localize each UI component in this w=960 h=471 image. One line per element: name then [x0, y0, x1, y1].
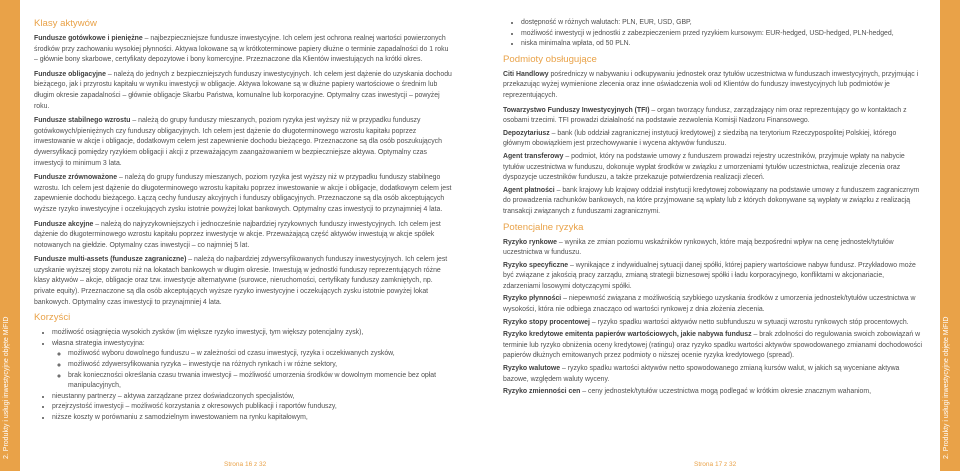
paragraph-credit-risk: Ryzyko kredytowe emitenta papierów wartościowych, jakie nabywa fundusz – brak zdolności do regulowania swoich zobowiązań w terminie lub ryzyko obniżenia oceny kredytowej (ratingu) oraz ryzyko spadku wartości aktywów spowodowanego zmianami dochodowości papierów dłużnych emitowanych przez podmioty o niższej ocenie ryzyka kredytowego (spread). [503, 331, 922, 360]
side-strip-right: 2. Produkty i usługi inwestycyjne objęte MiFID [940, 0, 960, 471]
paragraph-depositary: Depozytariusz – bank (lub oddział zagranicznej instytucji kredytowej) z siedzibą na terytorium Rzeczypospolitej Polskiej, którego głównym obowiązkiem jest przechowywanie i wycena aktywów funduszu. [503, 129, 897, 148]
list-item: • dostępność w różnych walutach: PLN, EUR, USD, GBP, [521, 18, 923, 29]
section-heading-asset-classes: Klasy aktywów [34, 18, 97, 29]
section-heading-risks: Potencjalne ryzyka [503, 221, 584, 233]
left-page-column [34, 18, 454, 424]
paragraph-balanced-funds: Fundusze zrównoważone – należą do grupy funduszy mieszanych, poziom ryzyka jest wyższy niż w przypadku funduszy stabilnego wzrostu. Ich celem jest dążenie do długoterminowego wzrostu kapitału poprzez inwestowanie w akcje i obligacje, dodatkowym celem jest zapewnienie dochodu bieżącego. Łączą cechy funduszy akcyjnych i funduszy obligacyjnych. Przeznaczone są dla osób akceptujących wyższe ryzyko inwestycyjne i oczekujących zysku istotnie powyżej lokat bankowych. Optymalny czas inwestycji to przynajmniej 4 lata. [34, 174, 452, 213]
page-number-left: Strona 16 z 32 [224, 461, 267, 468]
paragraph-liquidity-risk: Ryzyko płynności – niepewność związana z możliwością szybkiego uzyskania środków z umorzenia jednostek/tytułów uczestnictwa w wysokości, która nie odbiega znacząco od wartości rynkowej z dnia złożenia zlecenia. [503, 295, 916, 314]
paragraph-citi-handlowy: Citi Handlowy pośredniczy w nabywaniu i odkupywaniu jednostek oraz tytułów uczestnictwa w funduszach inwestycyjnych, przyjmując i przekazując wyżej wymienione zlecenia oraz inne oświadczenia woli od Klientów do funduszy inwestycyjnych lub podmiotów je reprezentujących. [503, 70, 919, 99]
benefits-list [34, 328, 454, 423]
list-item: ◦ możliwość wyboru dowolnego funduszu – w zależności od czasu inwestycji, ryzyka i oczekiwanych zysków, [68, 349, 454, 360]
side-strip-left: 2. Produkty i usługi inwestycyjne objęte MiFID [0, 0, 20, 471]
list-item: • niska minimalna wpłata, od 50 PLN. [521, 39, 923, 50]
page-number-right: Strona 17 z 32 [694, 461, 737, 468]
list-item: • własna strategia inwestycyjna: ◦ możliwość wyboru dowolnego funduszu – w zależności od czasu inwestycji, ryzyka i oczekiwanych zysków, ◦ możliwość zdywersyfikowania ryzyka – inwestycje na różnych rynkach i w różne sektory, ◦ brak konieczności określania czasu trwania inwestycji – możliwość umorzenia środków w dowolnym momencie bez opłat manipulacyjnych, [52, 339, 454, 392]
paragraph-payment-agent: Agent płatności – bank krajowy lub krajowy oddział instytucji kredytowej zobowiązany na podstawie umowy z funduszem zagranicznym do prowadzenia rachunków bankowych, na które przyjmowane są wpłaty lub z których dokonywane są wypłaty w związku z realizacją transakcji związanych z funduszami zagranicznymi. [503, 186, 920, 215]
paragraph-price-volatility-risk: Ryzyko zmienności cen – ceny jednostek/tytułów uczestnictwa mogą podlegać w krótkim okresie znacznym wahaniom, [503, 388, 872, 396]
list-item: ◦ możliwość zdywersyfikowania ryzyka – inwestycje na różnych rynkach i w różne sektory, [68, 360, 454, 371]
list-item: • możliwość osiągnięcia wysokich zysków (im większe ryzyko inwestycji, tym większy potencjalny zysk), [52, 328, 454, 339]
list-item: • niższe koszty w porównaniu z samodzielnym inwestowaniem na rynku kapitałowym, [52, 413, 454, 424]
paragraph-specific-risk: Ryzyko specyficzne – wynikające z indywidualnej sytuacji danej spółki, której papiery wartościowe nabyw fundusz. Przykładowo może być związane z jakością pracy zarządu, zmianą strategii biznesowej spółki i ładu korporacyjnego, konfliktami w akcjonariacie, zdarzeniami losowymi dotyczącymi spółki. [503, 261, 916, 290]
paragraph-bond-funds: Fundusze obligacyjne – należą do jednych z bezpieczniejszych funduszy inwestycyjnych. Ich celem jest dążenie do uzyskania dochodu bieżącego, jak i przyrostu kapitału w wyniku inwestycji w obligacje. Aktywa lokowane są w dłużne papiery wartościowe o średnim lub długim okresie zapadalności – głównie obligacje Skarbu Państwa, komunalne lub korporacyjne. Optymalny czas inwestycji – powyżej roku. [34, 70, 452, 110]
section-heading-benefits: Korzyści [34, 312, 71, 324]
paragraph-equity-funds: Fundusze akcyjne – należą do najryzykowniejszych i jednocześnie najbardziej ryzykownych funduszy inwestycyjnych. Ich celem jest dążenie do długoterminowego wzrostu kapitału poprzez inwestycje w akcje. Przeważającą część aktywów inwestują w akcje spółek notowanych na giełdzie. Optymalny czas inwestycji – co najmniej 5 lat. [34, 220, 441, 249]
list-item: • możliwość inwestycji w jednostki z zabezpieczeniem przed ryzykiem kursowym: EUR-hedged, USD-hedged, PLN-hedged, [521, 29, 923, 40]
strategy-sublist [52, 349, 454, 391]
list-item: • przejrzystość inwestycji – możliwość korzystania z okresowych publikacji i raportów funduszy, [52, 402, 454, 413]
paragraph-currency-risk: Ryzyko walutowe – ryzyko spadku wartości aktywów netto spowodowanego zmianą kursów walut, w jakich są wyceniane aktywa bazowe, względem waluty wyceny. [503, 365, 900, 383]
list-item: • nieustanny partnerzy – aktywa zarządzane przez doświadczonych specjalistów, [52, 392, 454, 403]
paragraph-interest-rate-risk: Ryzyko stopy procentowej – ryzyko spadku wartości aktywów netto subfunduszu w sytuacji wzrostu rynkowych stóp procentowych. [503, 318, 909, 326]
section-heading-entities: Podmioty obsługujące [503, 53, 597, 65]
right-page-column [503, 18, 923, 400]
paragraph-money-funds: Fundusze gotówkowe i pieniężne – najbezpieczniejsze fundusze inwestycyjne. Ich celem jest ochrona realnej wartości powierzonych środków przy zachowaniu wysokiej płynności. Aktywa lokowane są w krótkoterminowe papiery dłużne o terminie zapadalności do 1 roku – głównie bony skarbowe, certyfikaty depozytowe i bony komercyjne. Przeznaczone dla Klientów inwestujących na krótki okres. [34, 35, 449, 64]
features-list [503, 18, 923, 50]
paragraph-tfi: Towarzystwo Funduszy Inwestycyjnych (TFI) – organ tworzący fundusz, zarządzający nim oraz reprezentujący go w kontaktach z osobami trzecimi. TFI prowadzi działalność na podstawie zezwolenia Komisji Nadzoru Finansowego. [503, 106, 907, 125]
paragraph-multi-asset-funds: Fundusze multi-assets (fundusze zagraniczne) – należą do najbardziej zdywersyfikowanych funduszy inwestycyjnych. Ich celem jest uzyskanie wyższej stopy zwrotu niż na lokatach bankowych w długim okresie. Inwestują w jednostki funduszy reprezentujących różne klasy aktywów – akcje, obligacje oraz tzw. inwestycje alternatywne (surowce, nieruchomości, certyfikaty funduszy zamkniętych, np. private equity). Przeznaczone są dla osób akceptujących wyższe ryzyko inwestycyjne i oczekujących zysku istotnie powyżej lokat bankowych. Optymalny czas inwestycji to przynajmniej 4 lata. [34, 256, 448, 306]
paragraph-market-risk: Ryzyko rynkowe – wynika ze zmian poziomu wskaźników rynkowych, które mają bezpośredni wpływ na cenę jednostek/tytułów uczestnictwa w funduszu. [503, 238, 894, 257]
list-item: ◦ brak konieczności określania czasu trwania inwestycji – możliwość umorzenia środków w dowolnym momencie bez opłat manipulacyjnych, [68, 371, 454, 392]
paragraph-transfer-agent: Agent transferowy – podmiot, który na podstawie umowy z funduszem prowadzi rejestry uczestników, przyjmuje wpłaty na nabycie tytułów uczestnictwa w funduszu, dokonuje wypłat środków w związku z umorzeniami tytułów uczestnictwa, realizuje zlecenia oraz dyspozycje uczestników funduszu, a także przekazuje potwierdzenia realizacji zleceń. [503, 152, 905, 182]
paragraph-stable-growth-funds: Fundusze stabilnego wzrostu – należą do grupy funduszy mieszanych, poziom ryzyka jest wyższy niż w przypadku funduszy gotówkowych/pieniężnych czy funduszy obligacyjnych. Ich celem jest dążenie do długoterminowego wzrostu kapitału poprzez inwestowanie w akcje i obligacje, dodatkowym celem jest zapewnienie dochodu bieżącego. Przeznaczone są dla osób poszukujących dywersyfikacji pomiędzy ryzykiem obligacji i akcji z przeważającym zaangażowaniem w bezpieczniejsze aktywa. Optymalny czas inwestycji to minimum 3 lata. [34, 117, 442, 167]
